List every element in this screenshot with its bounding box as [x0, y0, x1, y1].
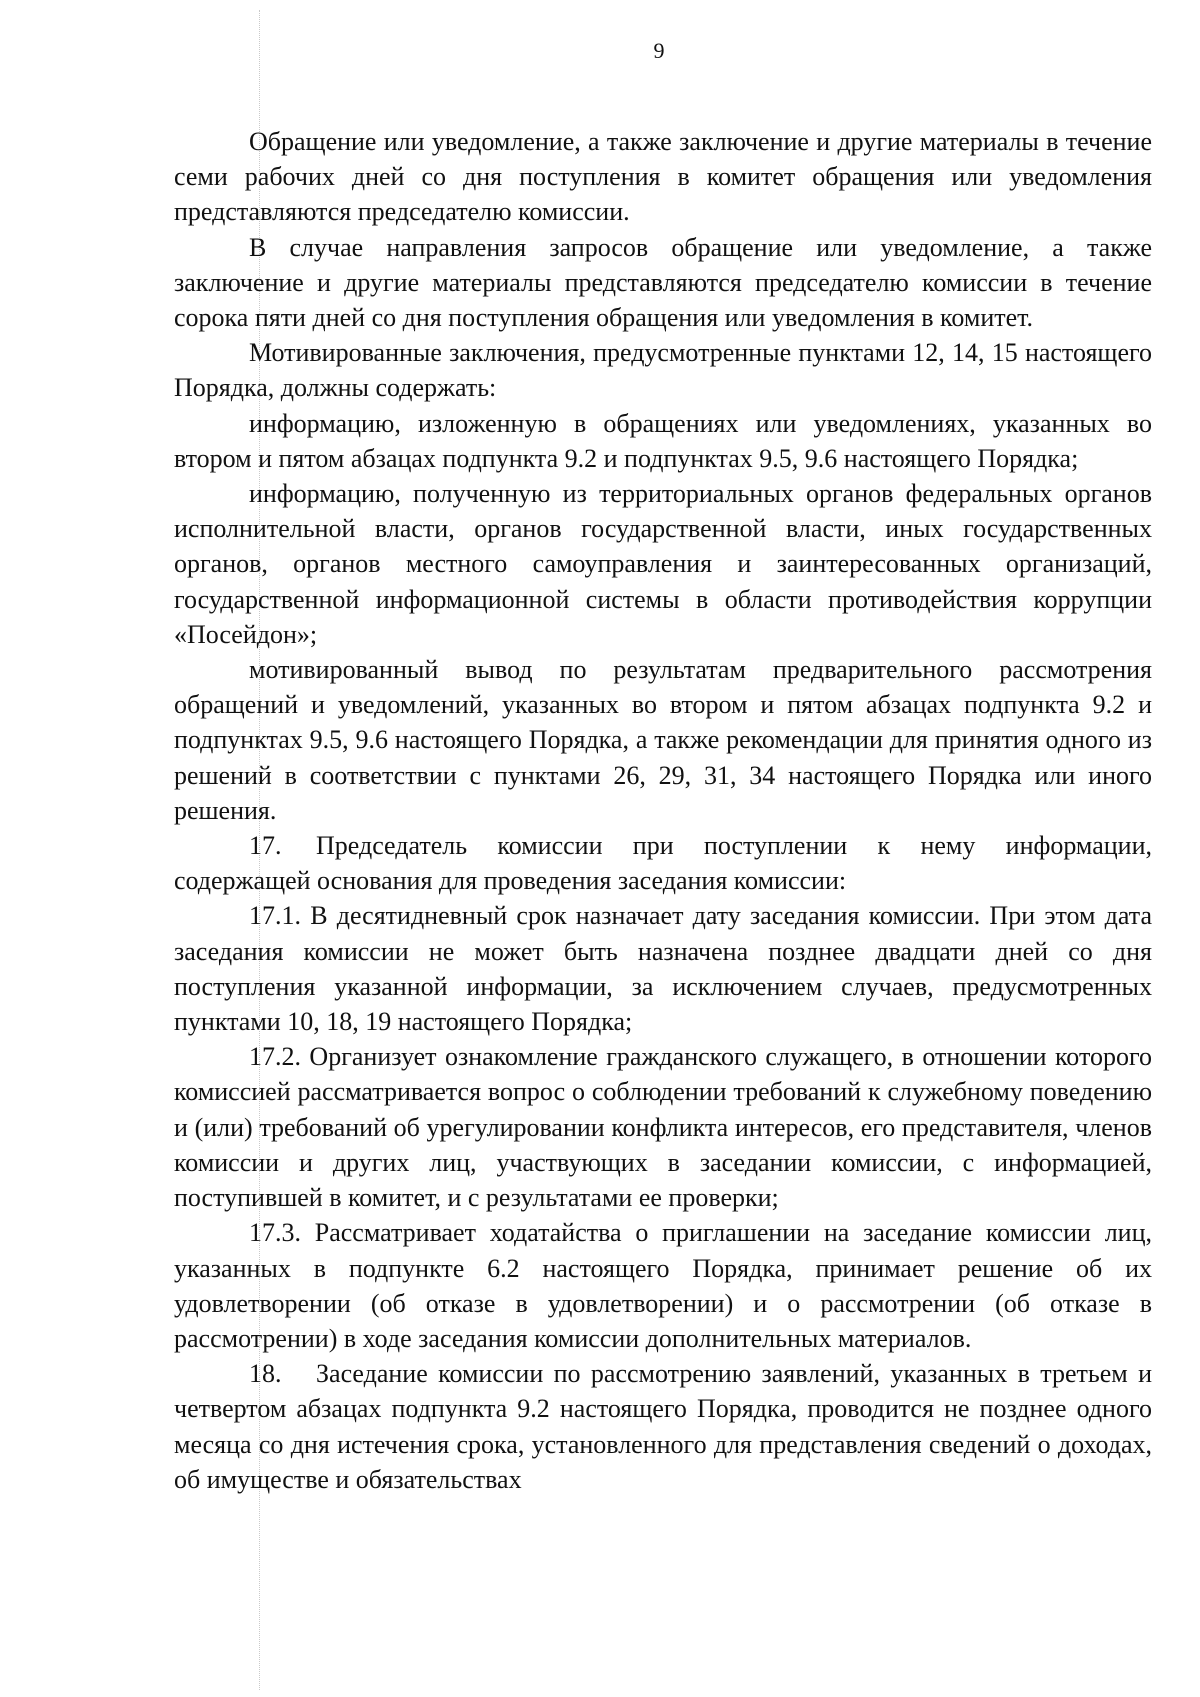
- clause-17-3: [174, 1215, 1152, 1356]
- paragraph-reasoned-conclusions: [174, 335, 1152, 405]
- paragraph-text: В случае направления запросов обращение или уведомление, а также заключение и другие материалы представляются председателю комиссии в течение сорока пяти дней со дня поступления обращения или уведомления в комитет.: [174, 232, 1152, 333]
- clause-number: 17.: [249, 831, 282, 861]
- paragraph-info-from-appeals: [174, 406, 1152, 476]
- paragraph-text: Председатель комиссии при поступлении к нему информации, содержащей основания для проведения заседания комиссии:: [174, 831, 1152, 896]
- paragraph-text: 17.3. Рассматривает ходатайства о приглашении на заседание комиссии лиц, указанных в подпункте 6.2 настоящего Порядка, принимает решение об их удовлетворении (об отказе в удовлетворении) и о рассмотрении (об отказе в рассмотрении) в ходе заседания комиссии дополнительных материалов.: [174, 1218, 1152, 1353]
- paragraph-text: Заседание комиссии по рассмотрению заявлений, указанных в третьем и четвертом абзацах подпункта 9.2 настоящего Порядка, проводится не позднее одного месяца со дня истечения срока, установленного для представления сведений о доходах, об имуществе и обязательствах: [174, 1359, 1152, 1494]
- paragraph-requests-deadline: [174, 230, 1152, 336]
- paragraph-reasoned-output: [174, 652, 1152, 828]
- page-number: 9: [653, 38, 665, 63]
- clause-number: 18.: [249, 1359, 282, 1389]
- paragraph-submission-to-chair: [174, 124, 1152, 230]
- paragraph-text: мотивированный вывод по результатам предварительного рассмотрения обращений и уведомлений, указанных во втором и пятом абзацах подпункта 9.2 и подпунктах 9.5, 9.6 настоящего Порядка, а также рекомендации для принятия одного из решений в соответствии с пунктами 26, 29, 31, 34 настоящего Порядка или иного решения.: [174, 655, 1152, 825]
- paragraph-text: 17.1. В десятидневный срок назначает дату заседания комиссии. При этом дата заседания комиссии не может быть назначена позднее двадцати дней со дня поступления указанной информации, за исключением случаев, предусмотренных пунктами 10, 18, 19 настоящего Порядка;: [174, 901, 1152, 1037]
- clause-18: [174, 1356, 1152, 1497]
- clause-17-2: [174, 1039, 1152, 1215]
- paragraph-text: 17.2. Организует ознакомление гражданского служащего, в отношении которого комиссией рассматривается вопрос о соблюдении требований к служебному поведению и (или) требований об урегулировании конфликта интересов, его представителя, членов комиссии и других лиц, участвующих в заседании комиссии, с информацией, поступившей в комитет, и с результатами ее проверки;: [174, 1042, 1152, 1213]
- clause-17-1: [174, 898, 1152, 1039]
- clause-17: [174, 828, 1152, 898]
- paragraph-text: информацию, полученную из территориальных органов федеральных органов исполнительной власти, органов государственной власти, иных государственных органов, органов местного самоуправления и заинтересованных организаций, государственной информационной системы в области противодействия коррупции «Посейдон»;: [174, 479, 1152, 649]
- document-body: [174, 124, 1152, 1497]
- paragraph-text: Обращение или уведомление, а также заключение и другие материалы в течение семи рабочих дней со дня поступления в комитет обращения или уведомления представляются председателю комиссии.: [174, 127, 1152, 227]
- paragraph-info-from-authorities: [174, 476, 1152, 652]
- paragraph-text: информацию, изложенную в обращениях или уведомлениях, указанных во втором и пятом абзацах подпункта 9.2 и подпунктах 9.5, 9.6 настоящего Порядка;: [174, 408, 1152, 473]
- paragraph-text: Мотивированные заключения, предусмотренные пунктами 12, 14, 15 настоящего Порядка, должны содержать:: [174, 338, 1152, 403]
